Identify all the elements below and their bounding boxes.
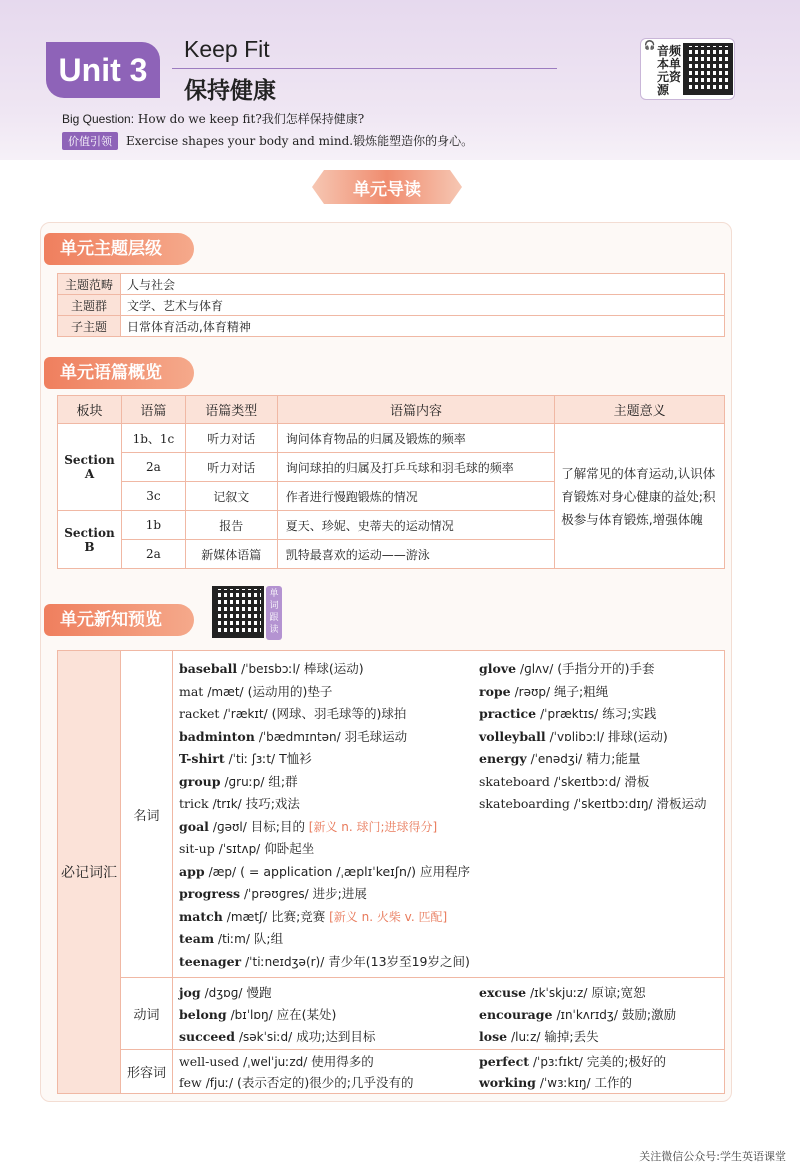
theme-value: 文学、艺术与体育 — [121, 295, 725, 316]
vocab-meaning: 比赛;竞赛 — [271, 908, 326, 924]
noun-list — [173, 650, 725, 978]
column-header: 语篇内容 — [277, 396, 555, 424]
vocab-phonetic: /ɪnˈkʌrɪdʒ/ — [556, 1008, 618, 1022]
content-cell: 作者进行慢跑锻炼的情况 — [277, 482, 555, 511]
vocab-meaning: 鼓励;激励 — [621, 1007, 677, 1022]
audio-resource-label: 音频本单元资源 — [657, 44, 682, 97]
vocab-meaning: 使用得多的 — [311, 1054, 374, 1069]
text-section-title: 单元语篇概览 — [44, 357, 194, 389]
theme-value: 日常体育活动,体育精神 — [121, 316, 725, 337]
vocab-entry — [179, 794, 300, 812]
passage-cell: 3c — [121, 482, 185, 511]
vocab-entry — [479, 983, 646, 1001]
unit-title-english: Keep Fit — [184, 36, 270, 62]
unit-title-chinese: 保持健康 — [184, 78, 276, 104]
vocab-entry — [479, 682, 608, 700]
vocab-phonetic: /ɡəʊl/ — [212, 819, 247, 834]
section-b-label: Section B — [58, 511, 122, 569]
vocab-entry — [479, 727, 668, 745]
vocab-meaning: 应在(某处) — [276, 1007, 337, 1022]
vocab-word: encourage — [479, 1007, 553, 1022]
vocab-entry — [179, 884, 367, 902]
vocab-meaning: 滑板运动 — [656, 796, 707, 811]
vocab-phonetic: /mætʃ/ — [226, 909, 268, 924]
vocab-phonetic: /luːz/ — [511, 1030, 541, 1044]
passage-cell: 2a — [121, 540, 185, 569]
vocab-entry — [179, 1073, 413, 1091]
vocab-entry — [179, 682, 332, 700]
vocab-new-meaning-note: [新义 n. 火柴 v. 匹配] — [325, 909, 448, 924]
vocab-meaning: 羽毛球运动 — [344, 728, 408, 744]
passage-cell: 1b、1c — [121, 424, 185, 453]
vocab-word: sit-up — [179, 841, 215, 856]
passage-cell: 2a — [121, 453, 185, 482]
vocab-meaning: 滑板 — [624, 773, 650, 789]
vocab-phonetic: /ˈskeɪtbɔːd/ — [553, 774, 621, 789]
vocab-meaning: 成功;达到目标 — [296, 1029, 376, 1044]
table-header-row — [58, 396, 725, 424]
vocab-entry — [479, 749, 640, 767]
column-header: 语篇类型 — [185, 396, 277, 424]
must-remember-label: 必记词汇 — [57, 650, 121, 1094]
vocab-phonetic: /ˈtiːneɪdʒə(r)/ — [245, 954, 325, 969]
vocab-meaning: 进步;进展 — [312, 886, 367, 901]
vocab-qr-code[interactable] — [212, 586, 264, 638]
noun-label: 名词 — [121, 650, 173, 978]
vocab-meaning: 完美的;极好的 — [586, 1054, 666, 1069]
vocab-word: working — [479, 1075, 536, 1090]
value-tag: 价值引领 — [62, 132, 118, 150]
vocab-word: perfect — [479, 1054, 529, 1069]
title-divider — [172, 68, 557, 69]
table-row — [58, 424, 725, 453]
table-row — [58, 295, 725, 316]
vocab-word: goal — [179, 818, 209, 834]
vocab-entry — [479, 659, 655, 677]
vocab-entry — [179, 1027, 375, 1045]
vocab-meaning: 棒球(运动) — [303, 661, 364, 676]
theme-meaning-cell: 了解常见的体育运动,认识体育锻炼对身心健康的益处;积极参与体育锻炼,增强体魄 — [555, 424, 725, 569]
vocab-phonetic: /ˈvɒlibɔːl/ — [549, 729, 604, 744]
vocab-phonetic: /fjuː/ — [205, 1076, 234, 1090]
vocab-word: group — [179, 773, 221, 789]
vocab-phonetic: /æp/ — [208, 864, 237, 879]
headphones-icon: 🎧 — [644, 41, 656, 51]
vocab-meaning: (表示否定的)很少的;几乎没有的 — [237, 1075, 414, 1090]
vocab-entry — [479, 1027, 599, 1045]
column-header: 板块 — [58, 396, 122, 424]
vocab-phonetic: /ˈsɪtʌp/ — [218, 842, 261, 856]
text-overview-table — [57, 395, 725, 569]
vocab-entry — [479, 1073, 632, 1091]
vocab-word: energy — [479, 751, 527, 766]
vocab-entry — [479, 1005, 676, 1023]
vocab-word: practice — [479, 706, 537, 721]
vocab-word: well-used — [179, 1054, 240, 1069]
vocab-entry — [479, 794, 707, 812]
vocab-phonetic: /ˈpræktɪs/ — [540, 707, 599, 721]
vocab-entry — [179, 862, 470, 880]
vocab-meaning: 绳子;粗绳 — [554, 683, 609, 699]
vocab-word: skateboard — [479, 773, 550, 789]
type-cell: 记叙文 — [185, 482, 277, 511]
guide-title: 单元导读 — [353, 180, 421, 200]
vocab-phonetic: /ɡlʌv/ — [520, 662, 554, 676]
vocab-meaning: 原谅;宽恕 — [591, 985, 646, 1000]
vocab-phonetic: /trɪk/ — [212, 797, 242, 811]
vocab-word: badminton — [179, 728, 255, 744]
vocab-word: few — [179, 1075, 202, 1090]
vocab-phonetic: /bɪˈlɒŋ/ — [230, 1008, 273, 1022]
vocab-meaning: 输掉;丢失 — [544, 1029, 599, 1044]
vocab-word: teenager — [179, 953, 242, 969]
table-row — [58, 316, 725, 337]
adjective-label: 形容词 — [121, 1050, 173, 1094]
vocab-phonetic: /tiːm/ — [218, 932, 250, 946]
vocab-qr-block — [212, 586, 282, 642]
column-header: 主题意义 — [555, 396, 725, 424]
vocab-new-meaning-note: [新义 n. 球门;进球得分] — [304, 819, 438, 834]
verb-label: 动词 — [121, 978, 173, 1050]
vocab-section-title: 单元新知预览 — [44, 604, 194, 636]
vocab-word: baseball — [179, 661, 238, 676]
vocab-phonetic: /səkˈsiːd/ — [238, 1030, 293, 1044]
vocab-entry — [179, 659, 364, 677]
theme-value: 人与社会 — [121, 274, 725, 295]
vocab-entry — [179, 839, 314, 857]
big-question-label: Big Question: — [62, 112, 135, 126]
type-cell: 听力对话 — [185, 424, 277, 453]
vocab-entry — [179, 749, 312, 767]
vocab-meaning: 技巧;戏法 — [245, 796, 300, 811]
vocab-meaning: (网球、羽毛球等的)球拍 — [271, 706, 407, 721]
vocab-entry — [479, 704, 656, 722]
vocab-word: glove — [479, 661, 517, 676]
vocab-word: match — [179, 908, 223, 924]
vocab-phonetic: /rəʊp/ — [514, 684, 551, 699]
vocab-phonetic: /mæt/ — [207, 684, 244, 699]
content-cell: 询问体育物品的归属及锻炼的频率 — [277, 424, 555, 453]
vocab-entry — [179, 704, 406, 722]
theme-key: 子主题 — [58, 316, 121, 337]
vocab-meaning: 精力;能量 — [586, 751, 641, 766]
vocab-word: racket — [179, 706, 220, 721]
footer-text: 关注微信公众号:学生英语课堂 — [639, 1150, 786, 1163]
vocab-phonetic: /ˈrækɪt/ — [223, 707, 268, 721]
big-question — [62, 110, 364, 127]
vocab-phonetic: /dʒɒɡ/ — [204, 986, 243, 1000]
passage-cell: 1b — [121, 511, 185, 540]
vocab-word: progress — [179, 886, 241, 901]
vocab-entry — [479, 1052, 666, 1070]
vocab-meaning: 队;组 — [253, 931, 284, 946]
vocab-entry — [179, 952, 470, 970]
vocab-word: mat — [179, 683, 204, 699]
verb-list — [173, 978, 725, 1050]
type-cell: 新媒体语篇 — [185, 540, 277, 569]
vocab-meaning: 排球(运动) — [607, 728, 668, 744]
vocab-phonetic: /ˌwelˈjuːzd/ — [243, 1055, 308, 1069]
vocab-entry — [179, 983, 271, 1001]
audio-resource-box — [640, 38, 735, 100]
vocab-word: excuse — [479, 985, 527, 1000]
vocab-phonetic: /ˈbædmɪntən/ — [258, 729, 341, 744]
unit-badge: Unit 3 — [46, 42, 160, 98]
vocab-meaning: (手指分开的)手套 — [557, 661, 655, 676]
vocab-word: volleyball — [479, 728, 546, 744]
content-cell: 询问球拍的归属及打乒乓球和羽毛球的频率 — [277, 453, 555, 482]
vocab-meaning: 目标;目的 — [250, 818, 305, 834]
vocab-word: lose — [479, 1029, 508, 1044]
vocab-word: T-shirt — [179, 751, 225, 766]
vocab-entry — [179, 907, 447, 925]
value-guide — [62, 132, 473, 150]
content-cell: 凯特最喜欢的运动——游泳 — [277, 540, 555, 569]
vocab-meaning: (运动用的)垫子 — [247, 683, 333, 699]
vocab-meaning: 组;群 — [268, 773, 298, 789]
value-text: Exercise shapes your body and mind.锻炼能塑造你的身心。 — [126, 134, 474, 148]
vocab-entry — [179, 817, 437, 835]
section-a-label: Section A — [58, 424, 122, 511]
vocab-phonetic: /ˈpɜːfɪkt/ — [532, 1055, 583, 1069]
vocab-phonetic: /ˈwɜːkɪŋ/ — [539, 1076, 591, 1090]
vocab-entry — [179, 1052, 374, 1070]
vocab-phonetic: /ˈenədʒi/ — [530, 752, 583, 766]
vocab-meaning: 工作的 — [594, 1075, 633, 1090]
vocab-phonetic: /ˈbeɪsbɔːl/ — [241, 662, 300, 676]
vocab-meaning: T恤衫 — [279, 751, 312, 766]
type-cell: 听力对话 — [185, 453, 277, 482]
column-header: 语篇 — [121, 396, 185, 424]
vocab-phonetic: /ɪkˈskjuːz/ — [530, 986, 588, 1000]
vocab-word: skateboarding — [479, 796, 570, 811]
vocab-meaning: 仰卧起坐 — [264, 841, 315, 856]
vocab-word: app — [179, 863, 205, 879]
vocab-entry — [179, 1005, 336, 1023]
vocab-word: team — [179, 931, 215, 946]
theme-section-title: 单元主题层级 — [44, 233, 194, 265]
big-question-text: How do we keep fit?我们怎样保持健康? — [137, 112, 365, 126]
theme-key: 主题群 — [58, 295, 121, 316]
content-cell: 夏天、珍妮、史蒂夫的运动情况 — [277, 511, 555, 540]
vocab-phonetic: /ˈtiː ʃɜːt/ — [228, 752, 276, 766]
audio-qr-code[interactable] — [683, 43, 733, 95]
vocab-phonetic: /ɡruːp/ — [224, 774, 265, 789]
unit-guide-banner — [312, 170, 462, 204]
vocab-entry — [479, 772, 649, 790]
table-row — [58, 274, 725, 295]
vocab-meaning: 练习;实践 — [602, 706, 657, 721]
vocab-phonetic: /ˈprəʊɡres/ — [244, 887, 309, 901]
vocab-entry — [179, 772, 298, 790]
vocab-entry — [179, 727, 407, 745]
vocab-meaning: 青少年(13岁至19岁之间) — [328, 953, 470, 969]
vocab-meaning: ( = application /ˌæplɪˈkeɪʃn/) 应用程序 — [240, 863, 471, 879]
theme-key: 主题范畴 — [58, 274, 121, 295]
vocab-qr-label: 单词跟读 — [266, 586, 282, 640]
vocab-entry — [179, 929, 283, 947]
adjective-list — [173, 1050, 725, 1094]
vocab-word: succeed — [179, 1029, 235, 1044]
vocab-word: rope — [479, 683, 511, 699]
vocab-meaning: 慢跑 — [246, 985, 272, 1000]
vocab-word: belong — [179, 1007, 227, 1022]
vocab-word: jog — [179, 985, 201, 1000]
vocab-phonetic: /ˈskeɪtbɔːdɪŋ/ — [573, 797, 653, 811]
theme-table — [57, 273, 725, 337]
type-cell: 报告 — [185, 511, 277, 540]
vocab-table — [57, 650, 725, 1094]
vocab-word: trick — [179, 796, 209, 811]
